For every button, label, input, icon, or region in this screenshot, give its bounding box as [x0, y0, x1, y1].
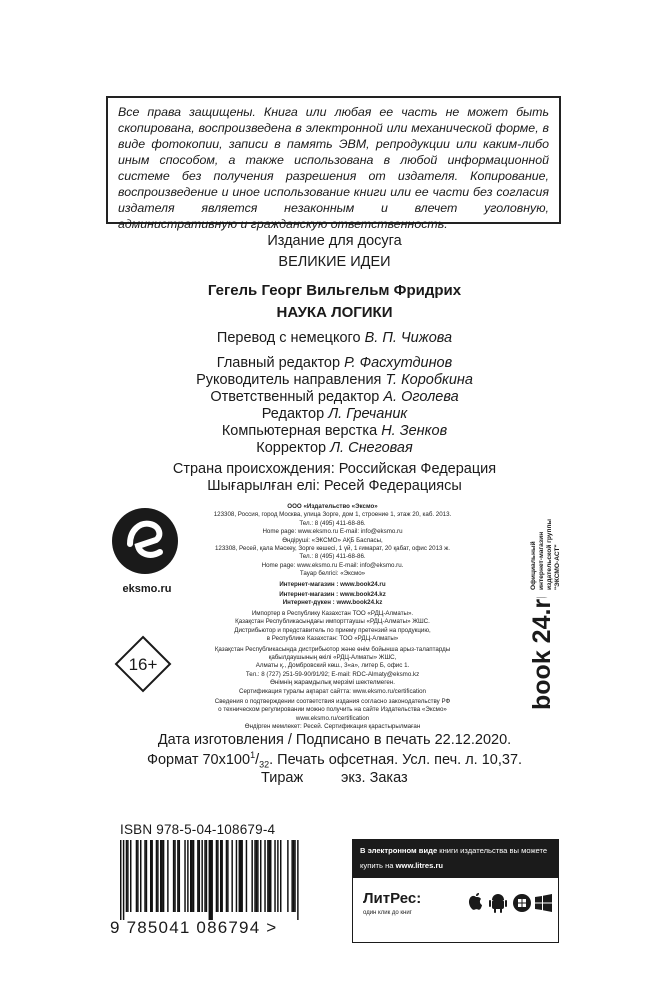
copyright-notice	[106, 96, 561, 231]
tirazh-label: Тираж	[261, 770, 304, 786]
publisher-line: Интернет-магазин : www.book24.kz	[279, 591, 386, 599]
barcode-bar	[144, 840, 145, 912]
barcode-bar	[201, 840, 202, 912]
barcode-bar	[256, 840, 257, 912]
barcode-bar	[287, 840, 288, 912]
barcode-bar	[241, 840, 242, 912]
credit-line	[0, 423, 669, 439]
barcode-bar	[269, 840, 270, 912]
publisher-line: Қазақстан Республикасында дистрибьютор және өнім бойынша арыз-талаптарды	[214, 645, 451, 653]
publisher-line: Өнімнің жарамдылық мерзімі шектелмеген.	[270, 679, 395, 687]
book-title: НАУКА ЛОГИКИ	[276, 304, 393, 321]
country-origin-kz: Шығарылған елі: Ресей Федерациясы	[207, 478, 462, 494]
publisher-line: Тел.: 8 (495) 411-68-86.	[299, 553, 366, 561]
windows-icon	[535, 894, 552, 912]
barcode-bar	[167, 840, 168, 912]
barcode-bars	[120, 840, 300, 920]
series-name: ВЕЛИКИЕ ИДЕИ	[278, 254, 391, 270]
credit-role: Редактор	[261, 406, 325, 422]
edition-type: Издание для досуга	[267, 233, 402, 249]
barcode-digits: 9 785041 086794 >	[110, 918, 278, 937]
credit-line	[0, 372, 669, 388]
barcode-bar	[161, 840, 162, 912]
book24-text: book 24.ru	[528, 597, 556, 710]
publisher-line: Қазақстан Республикасындағы импорттаушы «РДЦ-Алматы» ЖШС.	[235, 618, 430, 626]
publisher-line: 123308, Россия, город Москва, улица Зорге, дом 1, строение 1, этаж 20, каб. 2013.	[213, 511, 452, 519]
barcode-bar	[126, 840, 127, 912]
publisher-line: Импортер в Республику Казахстан ТОО «РДЦ-Алматы».	[251, 609, 414, 617]
barcode-bar	[137, 840, 138, 912]
barcode-bar	[184, 840, 185, 912]
apple-icon	[469, 893, 482, 910]
barcode-bar	[291, 840, 292, 912]
litres-brand-panel	[352, 877, 559, 943]
barcode-bar	[151, 840, 152, 912]
barcode-bar	[236, 840, 237, 912]
print-date: Дата изготовления / Подписано в печать 22.12.2020.	[157, 732, 512, 748]
copyright-text: Все права защищены. Книга или любая ее часть не может быть скопирована, воспроизведена в электронной или механической форме, в виде фотокопии, записи в память ЭВМ, репродукции или каким-либо иным способом, а также использована в любой информационной системе без получения разрешения от издателя. Копирование, воспроизведение и иное использование книги или ее части без согласия издателя является незаконным и влечет уголовную, административную и гражданскую ответственность.	[118, 105, 549, 231]
barcode-bar	[146, 840, 147, 912]
format-sup: 1	[250, 750, 256, 760]
official-line-2: интернет-магазин	[538, 531, 545, 590]
credit-name: А. Оголева	[383, 389, 459, 405]
litres-promo	[352, 839, 559, 943]
barcode-bar	[260, 840, 261, 912]
barcode-bar	[179, 840, 180, 912]
credit-line	[0, 355, 669, 371]
publisher-line: Интернет-дүкен : www.book24.kz	[282, 599, 383, 607]
publisher-line: Тел.: 8 (495) 411-68-86.	[299, 519, 366, 527]
translation-label: Перевод с немецкого	[216, 330, 361, 346]
litres-bold: В электронном виде	[360, 846, 438, 855]
isbn-text: ISBN 978-5-04-108679-4	[120, 822, 276, 837]
format-prefix: Формат 70х100	[146, 751, 251, 768]
publisher-line: Тел.: 8 (727) 251-59-90/91/92; E-mail: RDC-Almaty@eksmo.kz	[245, 670, 420, 678]
age-rating-badge	[114, 635, 172, 693]
litres-brand: ЛитРес:	[363, 890, 422, 907]
barcode-bar	[127, 840, 128, 912]
age-rating-text: 16+	[128, 655, 158, 674]
litres-tagline: один клик до книг	[363, 910, 412, 916]
credit-line	[0, 389, 669, 405]
credit-line	[0, 440, 669, 456]
publisher-line: Өндіруші: «ЭКСМО» АҚБ Баспасы,	[282, 536, 383, 544]
barcode-bar	[210, 840, 211, 920]
credit-name: Л. Снеговая	[330, 440, 413, 456]
barcode-bar	[206, 840, 207, 912]
barcode-bar	[227, 840, 228, 912]
publisher-line: Home page: www.eksmo.ru E-mail: info@eksmo.ru	[262, 528, 403, 536]
book24-logo	[520, 597, 558, 712]
barcode-bar	[197, 840, 198, 912]
author-name: Гегель Георг Вильгельм Фридрих	[207, 282, 462, 299]
country-origin-ru: Страна происхождения: Российская Федерация	[172, 461, 497, 477]
barcode-bar	[187, 840, 188, 912]
barcode-bar	[140, 840, 141, 912]
publisher-line: ООО «Издательство «Эксмо»	[287, 503, 378, 510]
barcode-bar	[257, 840, 258, 912]
credit-role: Главный редактор	[216, 355, 341, 371]
eksmo-logo-icon	[110, 506, 180, 576]
barcode-bar	[199, 840, 200, 912]
official-line-3: издательской группы	[546, 518, 553, 590]
barcode-bar	[246, 840, 247, 912]
barcode-bar	[136, 840, 137, 912]
barcode-bar	[191, 840, 192, 912]
barcode-bar	[274, 840, 275, 912]
official-line-1: Официальный	[530, 541, 537, 590]
publisher-line: Тауар белгісі: «Эксмо»	[299, 570, 366, 578]
barcode-bar	[270, 840, 271, 912]
credit-name: Т. Коробкина	[385, 372, 473, 388]
barcode-bar	[173, 840, 174, 912]
barcode	[110, 822, 310, 942]
barcode-bar	[277, 840, 278, 912]
print-format: Формат $70х100^1/_{32}$. Печать офсетная. Усл. печ. л. 10,37.	[146, 750, 523, 770]
credit-line	[0, 406, 669, 422]
litres-rest: книги издательства вы можете	[437, 846, 548, 855]
barcode-bar	[254, 840, 255, 912]
publisher-line: Интернет-магазин : www.book24.ru	[279, 580, 386, 588]
credit-role: Корректор	[256, 440, 327, 456]
publisher-line: в Республике Казахстан: ТОО «РДЦ-Алматы»	[266, 635, 399, 643]
barcode-bar	[193, 840, 194, 912]
barcode-bar	[156, 840, 157, 912]
translator-name: В. П. Чижова	[364, 330, 453, 346]
credit-name: Л. Гречаник	[328, 406, 408, 422]
barcode-bar	[177, 840, 178, 912]
litres-promo-line1	[360, 845, 547, 856]
barcode-bar	[267, 840, 268, 912]
barcode-bar	[174, 840, 175, 912]
barcode-bar	[264, 840, 265, 912]
barcode-bar	[130, 840, 131, 912]
credit-role: Руководитель направления	[196, 372, 382, 388]
barcode-bar	[297, 840, 298, 920]
barcode-bar	[294, 840, 295, 912]
official-line-4: "ЭКСМО-АСТ"	[554, 544, 561, 590]
barcode-bar	[209, 840, 210, 920]
barcode-bar	[221, 840, 222, 912]
translation-credit	[0, 330, 669, 346]
barcode-bar	[217, 840, 218, 912]
litres-promo-line2	[360, 861, 443, 870]
barcode-bar	[240, 840, 241, 912]
eksmo-url: eksmo.ru	[122, 583, 172, 595]
android-icon	[489, 894, 507, 913]
windows-phone-icon	[513, 894, 531, 912]
barcode-bar	[220, 840, 221, 912]
barcode-bar	[120, 840, 121, 920]
barcode-bar	[190, 840, 191, 912]
barcode-bar	[163, 840, 164, 912]
publisher-line: Өндірген мемлекет: Ресей. Сертификация қарастырылмаған	[244, 723, 421, 731]
litres-line2-prefix: купить на	[360, 861, 396, 870]
publisher-line: Сведения о подтверждении соответствия издания согласно законодательству РФ	[214, 697, 451, 705]
barcode-bar	[157, 840, 158, 912]
publisher-line: Home page: www.eksmo.ru E-mail: info@eksmo.ru.	[261, 561, 404, 569]
publisher-line: о техническом регулировании можно получить на сайте Издательства «Эксмо»	[218, 706, 447, 714]
barcode-bar	[280, 840, 281, 912]
credit-name: Р. Фасхутдинов	[344, 355, 453, 371]
barcode-bar	[216, 840, 217, 912]
litres-site: www.litres.ru	[395, 861, 444, 870]
format-suffix: . Печать офсетная. Усл. печ. л. 10,37.	[269, 751, 523, 768]
publisher-line: қабылдаушының өкілі «РДЦ-Алматы» ЖШС,	[268, 653, 397, 661]
barcode-bar	[251, 840, 252, 912]
barcode-bar	[293, 840, 294, 912]
publisher-line: Сертификация туралы ақпарат сайтта: www.eksmo.ru/certification	[239, 687, 426, 695]
publisher-info	[210, 503, 455, 732]
official-store-note	[525, 502, 575, 592]
barcode-bar	[160, 840, 161, 912]
barcode-bar	[204, 840, 205, 912]
barcode-bar	[239, 840, 240, 912]
barcode-bar	[231, 840, 232, 912]
publisher-line: 123308, Ресей, қала Мәскеу, Зорге көшесі, 1 үй, 1 ғимарат, 20 қабат, офис 2013 ж.	[214, 545, 451, 553]
barcode-bar	[123, 840, 124, 920]
barcode-bar	[150, 840, 151, 912]
publisher-line: Дистрибьютор и представитель по приему претензий на продукцию,	[234, 626, 431, 634]
publisher-line: Алматы қ., Домбровский көш., 3«а», литер Б, офис 1.	[255, 662, 410, 670]
publisher-line: www.eksmo.ru/certification	[295, 714, 370, 722]
credit-name: Н. Зенков	[381, 423, 448, 439]
credit-role: Ответственный редактор	[210, 389, 380, 405]
order-label: экз. Заказ	[341, 770, 408, 786]
barcode-bar	[226, 840, 227, 912]
credit-role: Компьютерная верстка	[221, 423, 378, 439]
format-sub: 32	[259, 759, 270, 770]
barcode-bar	[211, 840, 212, 920]
